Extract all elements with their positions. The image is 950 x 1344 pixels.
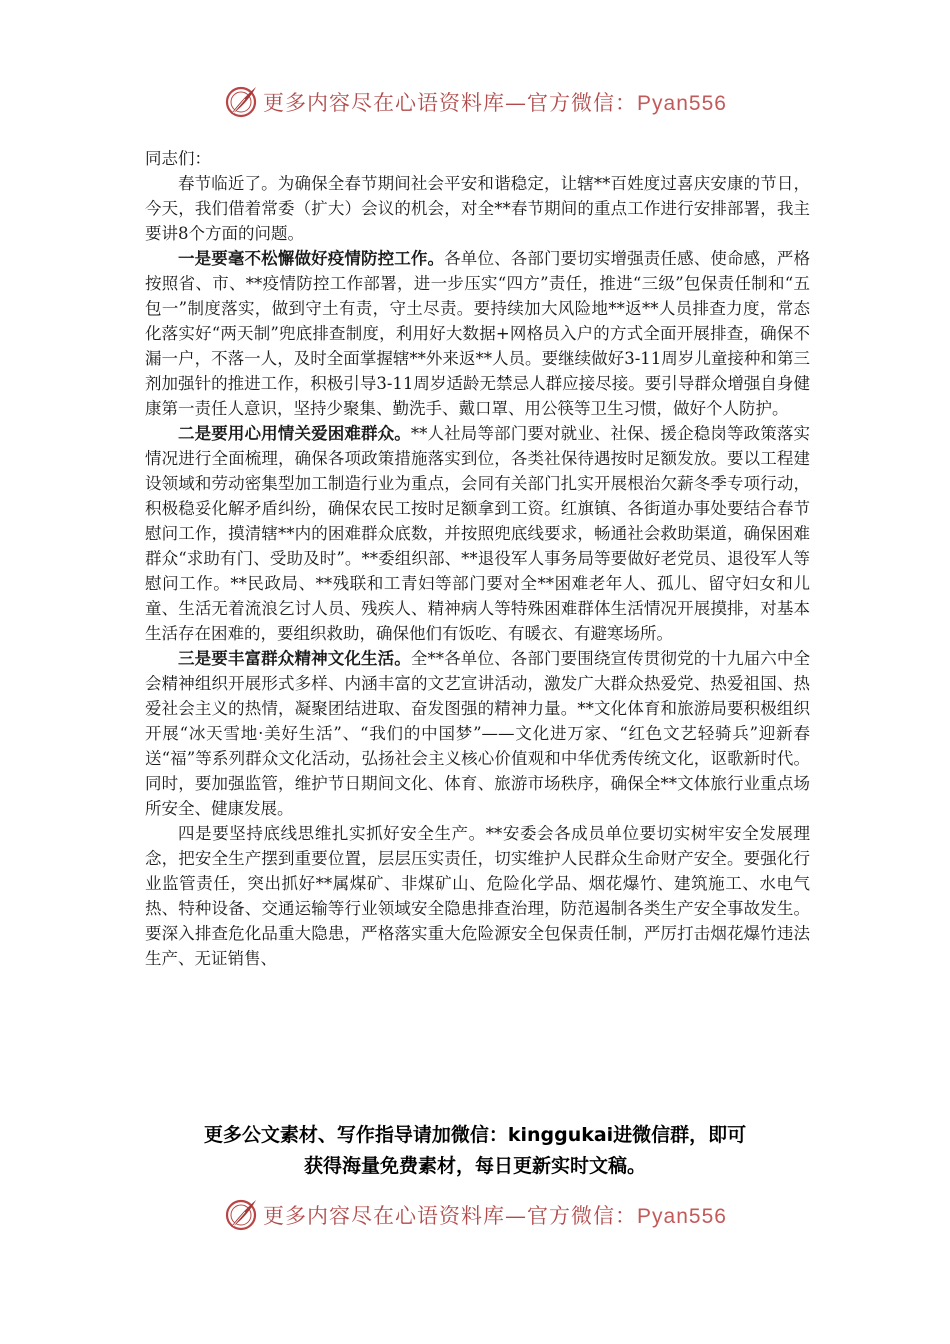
banner-text: 更多内容尽在心语资料库—官方微信：Pyan556 [263,1204,727,1228]
intro-paragraph: 春节临近了。为确保全春节期间社会平安和谐稳定，让辖**百姓度过喜庆安康的节日，今天，我们借着常委（扩大）会议的机会，对全**春节期间的重点工作进行安排部署，我主要讲8个方面的问题。 [145,174,810,243]
quill-logo-icon [223,1197,259,1233]
banner-handle: Pyan556 [637,92,727,115]
section-2-body: **人社局等部门要对就业、社保、援企稳岗等政策落实情况进行全面梳理，确保各项政策措施落实到位，各类社保待遇按时足额发放。要以工程建设领域和劳动密集型加工制造行业为重点，会同有关部门扎实开展根治欠薪冬季专项行动，积极稳妥化解矛盾纠纷，确保农民工按时足额拿到工资。红旗镇、各街道办事处要结合春节慰问工作，摸清辖**内的困难群众底数，并按照兜底线要求，畅通社会救助渠道，确保困难群众“求助有门、受助及时”。**委组织部、**退役军人事务局等要做好老党员、退役军人等慰问工作。**民政局、**残联和工青妇等部门要对全**困难老年人、孤儿、留守妇女和儿童、生活无着流浪乞讨人员、残疾人、精神病人等特殊困难群体生活情况开展摸排，对基本生活存在困难的，要组织救助，确保他们有饭吃、有暖衣、有避寒场所。 [145,424,811,643]
header-watermark-banner [0,82,950,122]
promo-notice [140,1120,810,1182]
promo-line-2: 获得海量免费素材，每日更新实时文稿。 [303,1155,646,1177]
section-1-paragraph [145,246,810,421]
section-4-paragraph: 四是要坚持底线思维扎实抓好安全生产。**安委会各成员单位要切实树牢安全发展理念，把安全生产摆到重要位置，层层压实责任，切实维护人民群众生命财产安全。要强化行业监管责任，突出抓好**属煤矿、非煤矿山、危险化学品、烟花爆竹、建筑施工、水电气热、特种设备、交通运输等行业领域安全隐患排查治理，防范遏制各类生产安全事故发生。要深入排查危化品重大隐患，严格落实重大危险源安全包保责任制，严厉打击烟花爆竹违法生产、无证销售、 [145,824,810,968]
document-body [145,146,810,971]
section-3-heading: 三是要丰富群众精神文化生活。 [178,649,411,668]
section-2-heading: 二是要用心用情关爱困难群众。 [178,424,411,443]
section-3-body: 全**各单位、各部门要围绕宣传贯彻党的十九届六中全会精神组织开展形式多样、内涵丰富的文艺宣讲活动，激发广大群众热爱党、热爱祖国、热爱社会主义的热情，凝聚团结进取、奋发图强的精神力量。**文化体育和旅游局要积极组织开展“冰天雪地·美好生活”、“我们的中国梦”——文化进万家、“红色文艺轻骑兵”迎新春送“福”等系列群众文化活动，弘扬社会主义核心价值观和中华优秀传统文化，讴歌新时代。同时，要加强监管，维护节日期间文化、体育、旅游市场秩序，确保全**文体旅行业重点场所安全、健康发展。 [145,649,811,818]
section-1-heading: 一是要毫不松懈做好疫情防控工作。 [178,249,445,268]
footer-watermark-banner [0,1195,950,1235]
section-1-body: 各单位、各部门要切实增强责任感、使命感，严格按照省、市、**疫情防控工作部署，进一步压实“四方”责任，推进“三级”包保责任制和“五包一”制度落实，做到守土有责，守土尽责。要持续加大风险地**返**人员排查力度，常态化落实好“两天制”兜底排查制度，利用好大数据+网格员入户的方式全面开展排查，确保不漏一户，不落一人，及时全面掌握辖**外来返**人员。要继续做好3-11周岁儿童接种和第三剂加强针的推进工作，积极引导3-11周岁适龄无禁忌人群应接尽接。要引导群众增强自身健康第一责任人意识，坚持少聚集、勤洗手、戴口罩、用公筷等卫生习惯，做好个人防护。 [145,249,811,418]
banner-text: 更多内容尽在心语资料库—官方微信：Pyan556 [263,91,727,115]
quill-logo-icon [223,84,259,120]
section-3-paragraph [145,646,810,821]
salutation: 同志们： [145,149,211,168]
banner-handle: Pyan556 [637,1205,727,1228]
section-2-paragraph [145,421,810,646]
promo-line-1: 更多公文素材、写作指导请加微信：kinggukai进微信群，即可 [203,1124,747,1146]
